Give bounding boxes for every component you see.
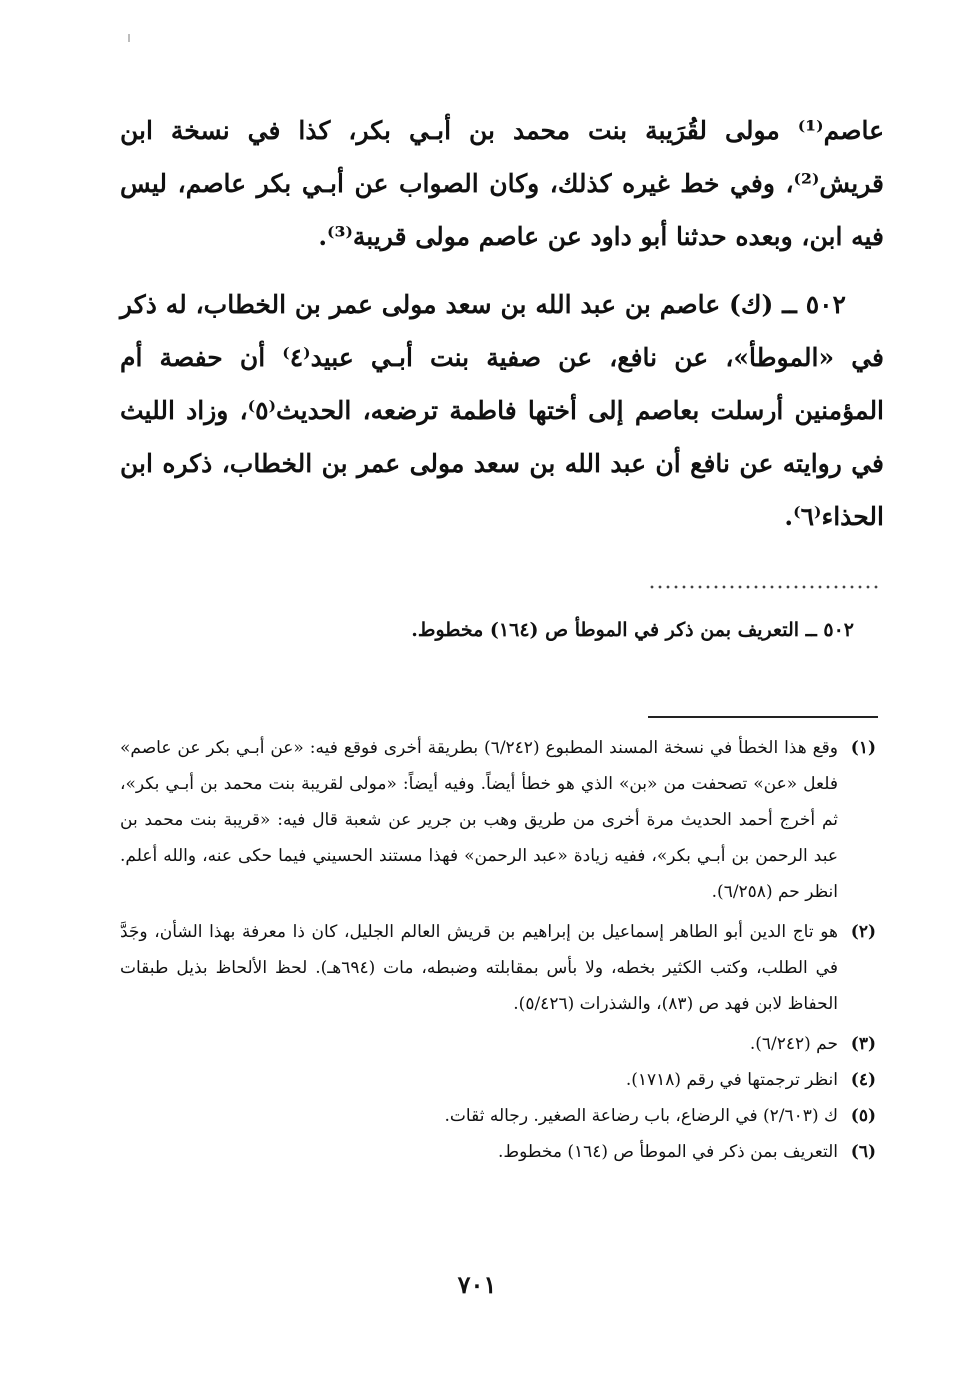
footnote-number: (٤) [850, 1070, 876, 1090]
entry-502-text: ٥٠٢ ــ (ك) عاصم بن عبد الله بن سعد مولى عمر بن الخطاب، له ذكر في «الموطأ»، عن نافع، عن صفية بنت أبـي عبيد⁽٤⁾ أن حفصة أم المؤمنين أرسلت بعاصم إلى أختها فاطمة ترضعه، الحديث⁽٥⁾، وزاد الليث في روايته عن نافع أن عبد الله بن سعد مولى عمر بن الخطاب، ذكره ابن الحذاء⁽٦⁾. [120, 290, 885, 531]
footnote-number: (١) [850, 738, 876, 758]
footnote-number: (٣) [850, 1034, 876, 1054]
footnote-4 [120, 1062, 884, 1098]
footnote-text: انظر ترجمتها في رقم (١٧١٨). [625, 1070, 838, 1090]
footnote-6 [120, 1134, 884, 1170]
footnote-5 [120, 1098, 884, 1134]
paragraph-1 [120, 104, 884, 263]
footnote-text: وقع هذا الخطأ في نسخة المسند المطبوع (٦/٢٤٢) بطريقة أخرى فوقع فيه: «عن أبـي بكر عن عاصم» فلعل «عن» تصحفت من «بن» الذي هو خطأ أيضاً. وفيه أيضاً: «مولى لقريبة بنت محمد بن أبـي بكر»، ثم أخرج أحمد الحديث مرة أخرى من طريق وهب بن جرير عن شعبة قال فيه: «قريبة بنت محمد بن عبد الرحمن بن أبـي بكر»، ففيه زيادة «عبد الرحمن» فهذا مستند الحسيني فيما حكى عنه، والله أعلم. انظر حم (٦/٢٥٨). [120, 738, 839, 902]
paragraph-2 [120, 278, 884, 543]
footnote-3 [120, 1026, 884, 1062]
entry-annotation: ٥٠٢ ــ التعريف بمن ذكر في الموطأ ص (١٦٤) مخطوط. [411, 619, 854, 641]
paragraph-2-text [120, 278, 884, 543]
footnotes [120, 730, 884, 1170]
footnote-rule [648, 716, 878, 718]
footnote-number: (٢) [850, 922, 876, 942]
footnote-2 [120, 914, 884, 1022]
footnote-number: (٥) [850, 1106, 876, 1126]
footnote-text: حم (٦/٢٤٢). [749, 1034, 838, 1054]
page-number: ٧٠١ [457, 1270, 497, 1299]
footnote-number: (٦) [850, 1142, 876, 1162]
footnote-text: ك (٢/٦٠٣) في الرضاع، باب رضاعة الصغير. رجاله ثقات. [444, 1106, 838, 1126]
footnote-1 [120, 730, 884, 910]
scan-mark [128, 34, 130, 42]
footnote-text: التعريف بمن ذكر في الموطأ ص (١٦٤) مخطوط. [498, 1142, 838, 1162]
dotted-separator [648, 584, 880, 590]
footnote-text: هو تاج الدين أبو الطاهر إسماعيل بن إبراهيم بن قريش العالم الجليل، كان ذا معرفة بهذا الشأن، وجَدَّ في الطلب، وكتب الكثير بخطه، ولا بأس بمقابلته وضبطه، مات (٦٩٤هـ). لحظ الألحاظ بذيل طبقات الحفاظ لابن فهد ص (٨٣)، والشذرات (٥/٤٢٦). [120, 922, 838, 1014]
paragraph-1-text: عاصم⁽¹⁾ مولى لقُرَيبة بنت محمد بن أبـي بكر، كذا في نسخة ابن قريش⁽²⁾، وفي خط غيره كذلك، وكان الصواب عن أبـي بكر عاصم، ليس فيه ابن، وبعده حدثنا أبو داود عن عاصم مولى قريبة⁽³⁾. [120, 116, 884, 251]
